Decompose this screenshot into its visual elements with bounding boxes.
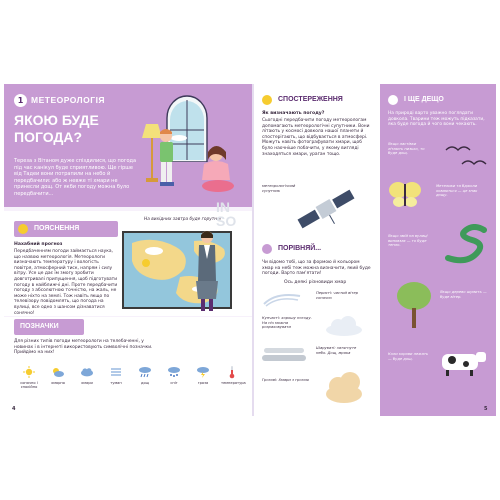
compare-icon [262,244,272,254]
compare-header [254,242,256,258]
animal-note: Якщо дерево шумить — буде вітер. [440,290,487,299]
symbol-label: хмарно [51,381,65,385]
symbol-item [221,365,246,390]
animal-note: Якщо змій на вулиці виповзає — то буде тепло. [388,234,428,248]
rain-icon [138,366,152,378]
presenter-illustration [192,229,222,315]
symbols-title: ПОЗНАЧКИ [20,323,59,330]
cloud-label: Грозові: Хмари з грозою [262,378,309,382]
cow-illustration [436,346,488,378]
animal-note: Якщо ластівки літають низько, то буде дощ. [388,142,425,156]
symbols-list [18,365,246,390]
symbol-label: хмари [81,381,93,385]
symbol-item [18,365,40,390]
right-page [254,84,496,416]
symbol-label: гроза [197,381,209,385]
left-page [4,84,252,416]
cumulus-cloud-illustration [324,316,364,336]
symbol-item [134,365,156,390]
birds-illustration [444,140,488,170]
page-number-right: 5 [484,406,488,412]
intro-panel [4,84,252,207]
sun-icon [23,366,35,378]
explanation-panel [4,211,252,316]
animal-note: Коли корови лежать — буде дощ. [388,352,429,361]
intro-text: Тереза з Вітаном дуже спіздилися, що погода під час канікул буде сприятливою. Ще гірше від Тадеи вони потрапили на небо й передбачили: або ж невже ті хмари не принесли дощ. От якби погоду можна було передбачити... [14,158,137,197]
speech-bubble: На вихідних завтра буде горутно! [144,217,222,222]
storm-cloud-illustration [324,370,364,404]
compare-subtitle: Ось деякі різновиди хмар [284,280,347,285]
observation-column [254,84,376,416]
symbols-panel [4,317,252,416]
page-number-left: 4 [12,406,16,412]
more-column [380,84,496,416]
observation-title: СПОСТЕРЕЖЕННЯ [278,96,343,103]
explanation-title: ПОЯСНЕННЯ [34,225,80,232]
tree-illustration [394,280,434,330]
more-text: На природі варто уважно поглядати довкола. Тварини теж можуть підказати, яка буде погода й чого вони чекають. [388,111,485,128]
page-title: ЯКОЮ БУДЕ ПОГОДА? [14,112,99,145]
info-icon [388,95,398,105]
symbol-item [163,365,185,390]
section-title: МЕТЕОРОЛОГІЯ [31,95,106,105]
compare-text: Чи відомо тобі, що за формою й кольором хмар на небі теж можна визначити, який буде погоди. Варто пам'ятати! [262,260,371,277]
symbol-label: сонячно і спокійно [20,381,38,390]
magnifier-icon [18,224,28,234]
cloud-label: Шаруваті: затягнуте небо. Дощ, мряка [316,346,357,355]
partly-cloudy-icon [51,366,65,378]
cloud-label: Купчасті: хорошу погоду. На ніч можна розраховувати [262,316,312,330]
snake-illustration [442,224,490,264]
storm-icon [196,366,210,378]
cirrus-cloud-illustration [262,290,302,308]
symbol-label: температура [221,381,246,385]
boy-illustration [152,128,182,188]
symbol-item [192,365,214,390]
symbols-text: Для різних типів погоди метеорологи на телебаченні, у новинах і в інтернеті використовують символічні позначки. Прийдімо на них! [14,339,153,356]
more-title: І ЩЕ ДЕЩО [404,96,444,103]
section-number-badge: 1 [14,94,27,107]
satellite-illustration [296,184,356,234]
sun-icon [262,95,272,105]
butterfly-illustration [388,180,422,210]
fog-icon [110,367,122,377]
symbol-item [105,365,127,390]
symbol-item [47,365,69,390]
observation-subtitle: Як визначають погоду? [262,111,325,116]
animal-note: Метелики та бджоли ховаються — це знак дощу. [436,184,478,198]
book-spread [4,84,496,416]
watermark: IN SO [216,199,237,229]
thermometer-icon [228,365,236,379]
satellite-label: метеорологічний супутник [262,184,296,193]
symbol-label: дощ [140,381,150,385]
explanation-subtitle: Нахабний прогноз [14,242,63,247]
symbol-label: туман [110,381,122,385]
stratus-cloud-illustration [262,346,306,364]
symbol-label: сніг [170,381,178,385]
explanation-text: Передбаченням погоди займається наука, що назвою метеорологія. Метеорологи визначають температуру і вологість повітря, атмосферний тиск, напрям і силу вітру. Усе це дає їм змогу зробити довготривалі припущення, щоб підготувати погоду в найближчі дні. Проте передбачити погоду з абсолютною точністю, на жаль, не може ніхто на землі. Тож навіть якщо по телевізору повідомлять, що погода на вулиці, все одно з шансом дізнаватися сонячно! [14,249,118,316]
compare-title: ПОРІВНЯЙ... [278,245,322,252]
snow-icon [167,366,181,378]
cloud-label: Перисті: чистий вітер сонячно [316,291,359,300]
girl-illustration [198,144,238,194]
observation-text: Сьогодні передбачити погоду метеорологам допомагають метеорологічні супутники. Вони літають у космосі довкола нашої планети й спостерігають, що відбувається в атмосфері. Можуть навіть фотографувати хмари, щоб було наочніше побачити, у якому вигляді знаходяться хмари, ураган тощо. [262,118,370,157]
cloud-icon [80,367,94,377]
symbol-item [76,365,98,390]
